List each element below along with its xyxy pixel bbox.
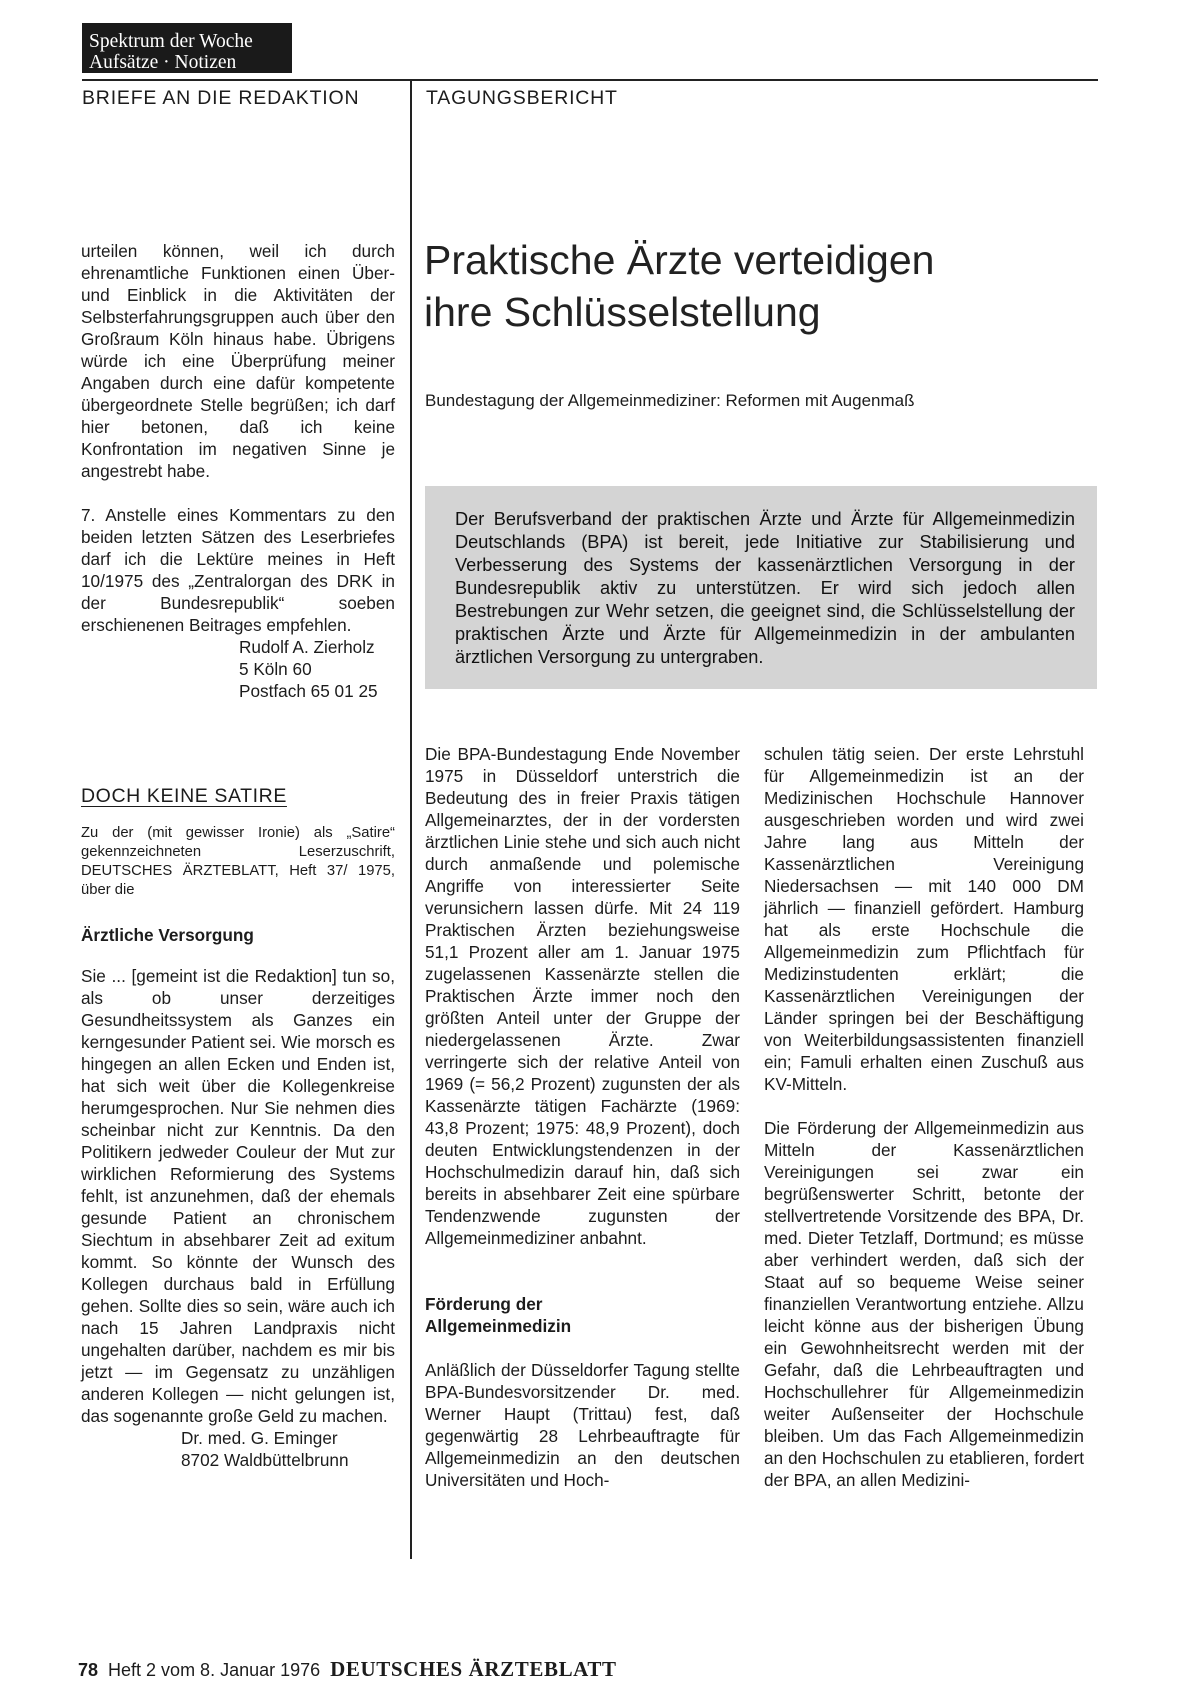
article-paragraph: Anläßlich der Düsseldorfer Tagung stellte BPA-Bundesvorsitzender Dr. med. Werner Haupt (Trittau) fest, daß gegenwärtig 28 Lehrbeauftragte für Allgemeinmedizin an den deutschen Universitäten und Hoch-: [425, 1360, 740, 1490]
letter-subheading: Ärztliche Versorgung: [81, 925, 254, 945]
article-paragraph: schulen tätig seien. Der erste Lehrstuhl für Allgemeinmedizin ist an der Medizinischen Hochschule Hannover ausgeschrieben worden und wird zwei Jahre lang aus Mitteln der Kassenärztlichen Vereinigung Niedersachsen — mit 140 000 DM jährlich — finanziell gefördert. Hamburg hat als erste Hochschule die Allgemeinmedizin zum Pflichtfach für Medizinstudenten erklärt; die Kassenärztlichen Vereinigungen der Länder springen bei der Beschäftigung von Weiterbildungsassistenten finanziell ein; Famuli erhalten einen Zuschuß aus KV-Mitteln.: [764, 744, 1084, 1094]
article-headline: [424, 234, 934, 338]
subheading-line-2: Allgemeinmedizin: [425, 1316, 572, 1336]
letter-signature: [81, 1427, 395, 1471]
section-label-letters: BRIEFE AN DIE REDAKTION: [82, 87, 360, 109]
signature-city: 5 Köln 60: [239, 659, 312, 679]
article-subheading: [425, 1293, 740, 1337]
subheading-line-1: Förderung der: [425, 1294, 543, 1314]
article-lead: Der Berufsverband der praktischen Ärzte und Ärzte für Allgemeinmedizin Deutschlands (BPA) ist bereit, jede Initiative zur Stabilisierung und Verbesserung des Systems der kassenärztlichen Versorgung in der Bundesrepublik aktiv zu unterstützen. Er wird sich jedoch allen Bestrebungen zur Wehr setzen, die geeignet sind, die Schlüsselstellung der praktischen Ärzte und Ärzte für Allgemeinmedizin in der ambulanten ärztlichen Versorgung zu untergraben.: [425, 486, 1097, 689]
masthead: DEUTSCHES ÄRZTEBLATT: [330, 1657, 617, 1681]
headline-line-2: ihre Schlüsselstellung: [424, 289, 821, 335]
badge-line-1: Spektrum der Woche: [89, 31, 253, 52]
letter-paragraph: 7. Anstelle eines Kommentars zu den beiden letzten Sätzen des Leserbriefes darf ich die Lektüre meines in Heft 10/1975 des „Zentralorgan des DRK in der Bundesrepublik“ soeben erschienenen Beitrages empfehlen.: [81, 505, 395, 635]
letters-column: [81, 240, 395, 702]
letters-column-2: [81, 965, 395, 1471]
letter-intro: Zu der (mit gewisser Ironie) als „Satire“ gekennzeichneten Leserzuschrift, DEUTSCHES ÄRZTEBLATT, Heft 37/ 1975, über die: [81, 825, 395, 898]
section-label-report: TAGUNGSBERICHT: [426, 87, 618, 109]
headline-line-1: Praktische Ärzte verteidigen: [424, 237, 935, 283]
signature-name: Dr. med. G. Eminger: [181, 1428, 338, 1448]
signature-name: Rudolf A. Zierholz: [239, 637, 375, 657]
article-deck: Bundestagung der Allgemeinmediziner: Reformen mit Augenmaß: [425, 391, 915, 410]
article-column-2: [764, 743, 1084, 1491]
column-divider: [410, 79, 412, 1559]
page-footer: [78, 1657, 617, 1682]
letter-signature: [81, 636, 395, 702]
issue-info: Heft 2 vom 8. Januar 1976: [108, 1660, 321, 1680]
letter-paragraph: urteilen können, weil ich durch ehrenamtliche Funktionen einen Über- und Einblick in die Aktivitäten der Selbsterfahrungsgruppen auch über den Großraum Köln hinaus habe. Übrigens würde ich eine Überprüfung meiner Angaben durch eine dafür kompetente übergeordnete Stelle begrüßen; ich darf hier betonen, daß ich keine Konfrontation im negativen Sinne je angestrebt habe.: [81, 241, 395, 481]
article-paragraph: Die BPA-Bundestagung Ende November 1975 in Düsseldorf unterstrich die Bedeutung des in freier Praxis tätigen Allgemeinarztes, der in der vordersten ärztlichen Linie stehe und sich auch nicht durch anmaßende und polemische Angriffe von interessierter Seite verunsichern lassen dürfe. Mit 24 119 Praktischen Ärzten beziehungsweise 51,1 Prozent aller am 1. Januar 1975 zugelassenen Kassenärzte stellen die Praktischen Ärzte immer noch den größten Anteil unter der Gruppe der niedergelassenen Ärzte. Zwar verringerte sich der relative Anteil von 1969 (= 56,2 Prozent) zugunsten der als Kassenärzte tätigen Fachärzte (1969: 43,8 Prozent; 1975: 48,9 Prozent), doch deuten Entwicklungstendenzen in der Hochschulmedizin darauf hin, daß sich bereits in absehbarer Zeit eine spürbare Tendenzwende zugunsten der Allgemeinmediziner anbahnt.: [425, 744, 740, 1248]
letter-paragraph: Sie ... [gemeint ist die Redaktion] tun so, als ob unser derzeitiges Gesundheitssystem als Ganzes ein kerngesunder Patient sei. Wie morsch es hingegen an allen Ecken und Enden ist, hat sich weit über die Kollegenkreise herumgesprochen. Nur Sie nehmen dies scheinbar nicht zur Kenntnis. Da den Politikern jedweder Couleur der Mut zur wirklichen Reformierung des Systems fehlt, ist anzunehmen, daß der ehemals gesunde Patient an chronischem Siechtum in absehbarer Zeit ad exitum kommt. So könnte der Wunsch des Kollegen durchaus bald in Erfüllung gehen. Sollte dies so sein, wäre auch ich nach 15 Jahren Landpraxis nicht ungehalten darüber, nachdem es mir bis jetzt — im Gegensatz zu unzähligen anderen Kollegen — nicht gelungen ist, das sogenannte große Geld zu machen.: [81, 966, 395, 1426]
article-paragraph: Die Förderung der Allgemeinmedizin aus Mitteln der Kassenärztlichen Vereinigungen sei zwar ein begrüßenswerter Schritt, betonte der stellvertretende Vorsitzende des BPA, Dr. med. Dieter Tetzlaff, Dortmund; es müsse aber verhindert werden, daß sich der Staat auf so bequeme Weise seiner finanziellen Verantwortung entziehe. Allzu leicht könne aus der bisherigen Übung ein Gewohnheitsrecht werden mit der Gefahr, daß die Lehrbeauftragten und Hochschullehrer für Allgemeinmedizin weiter Außenseiter der Hochschule bleiben. Um das Fach Allgemeinmedizin an den Hochschulen zu etablieren, fordert der BPA, an allen Medizini-: [764, 1118, 1084, 1490]
header-rule: [82, 79, 1098, 81]
badge-line-2: Aufsätze · Notizen: [89, 52, 237, 73]
signature-postbox: Postfach 65 01 25: [239, 681, 378, 701]
page-number: 78: [78, 1660, 99, 1680]
article-column-1: [425, 743, 740, 1491]
section-badge: [82, 23, 292, 73]
letter-heading: DOCH KEINE SATIRE: [81, 785, 287, 807]
signature-city: 8702 Waldbüttelbrunn: [181, 1450, 349, 1470]
